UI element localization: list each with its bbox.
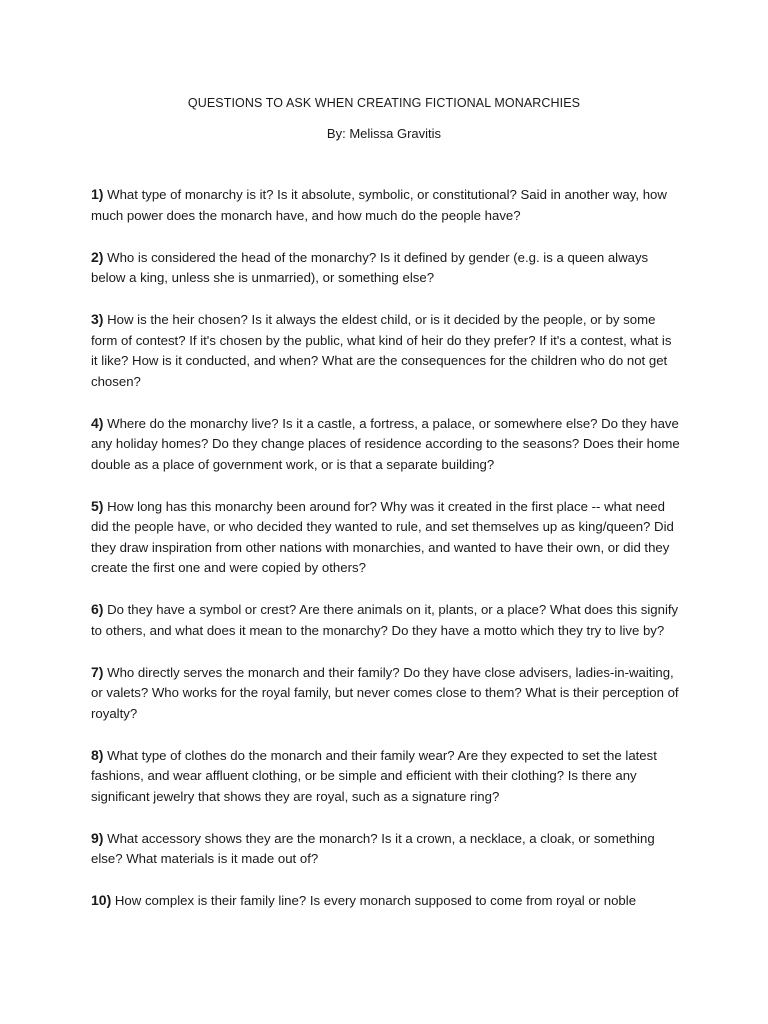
question-text: Who is considered the head of the monarchy? Is it defined by gender (e.g. is a queen always below a king, unless she is unmarried), or something else? [91, 249, 649, 285]
question-item [91, 247, 681, 289]
question-text: How long has this monarchy been around for? Why was it created in the first place -- what need did the people have, or who decided they wanted to rule, and set themselves up as king/queen? Did they draw inspiration from other nations with monarchies, and wanted to have their own, or did they create the first one and were copied by others? [91, 498, 674, 575]
question-text: Do they have a symbol or crest? Are there animals on it, plants, or a place? What does this signify to others, and what does it mean to the monarchy? Do they have a motto which they try to live by? [91, 602, 679, 638]
question-item [91, 828, 681, 870]
question-item [91, 413, 681, 476]
questions-list [91, 184, 681, 932]
question-text: What type of clothes do the monarch and their family wear? Are they expected to set the latest fashions, and wear affluent clothing, or be simple and efficient with their clothing? Is there any significant jewelry that shows they are royal, such as a signature ring? [91, 747, 657, 804]
question-text: Where do the monarchy live? Is it a castle, a fortress, a palace, or somewhere else? Do they have any holiday homes? Do they change places of residence according to the seasons? Does their home double as a place of government work, or is that a separate building? [91, 415, 680, 472]
question-item [91, 662, 681, 725]
question-text: Who directly serves the monarch and their family? Do they have close advisers, ladies-in-waiting, or valets? Who works for the royal family, but never comes close to them? What is their perception of royalty? [91, 664, 679, 721]
question-text: What accessory shows they are the monarch? Is it a crown, a necklace, a cloak, or something else? What materials is it made out of? [91, 830, 655, 866]
question-item [91, 890, 681, 912]
question-number: 1) [91, 186, 104, 202]
question-number: 3) [91, 311, 104, 327]
question-item [91, 745, 681, 808]
question-number: 5) [91, 497, 104, 514]
question-number: 6) [91, 601, 104, 617]
question-item [91, 496, 681, 579]
question-text: What type of monarchy is it? Is it absolute, symbolic, or constitutional? Said in another way, how much power does the monarch have, and how much do the people have? [91, 187, 667, 223]
question-item [91, 309, 681, 392]
question-number: 4) [91, 414, 104, 431]
question-text: How is the heir chosen? Is it always the eldest child, or is it decided by the people, or by some form of contest? If it's chosen by the public, what kind of heir do they prefer? If it's a contest, what is it like? How is it conducted, and when? What are the consequences for the children who do not get chosen? [91, 312, 672, 389]
question-number: 9) [91, 829, 104, 846]
question-number: 2) [91, 248, 104, 265]
question-text: How complex is their family line? Is every monarch supposed to come from royal or noble [114, 893, 637, 908]
document-author: By: Melissa Gravitis [326, 126, 442, 141]
question-item [91, 184, 681, 226]
question-number: 8) [91, 746, 104, 763]
document-title: QUESTIONS TO ASK WHEN CREATING FICTIONAL MONARCHIES [187, 96, 581, 110]
question-item [91, 599, 681, 641]
question-number: 7) [91, 663, 104, 680]
question-number: 10) [91, 892, 112, 908]
